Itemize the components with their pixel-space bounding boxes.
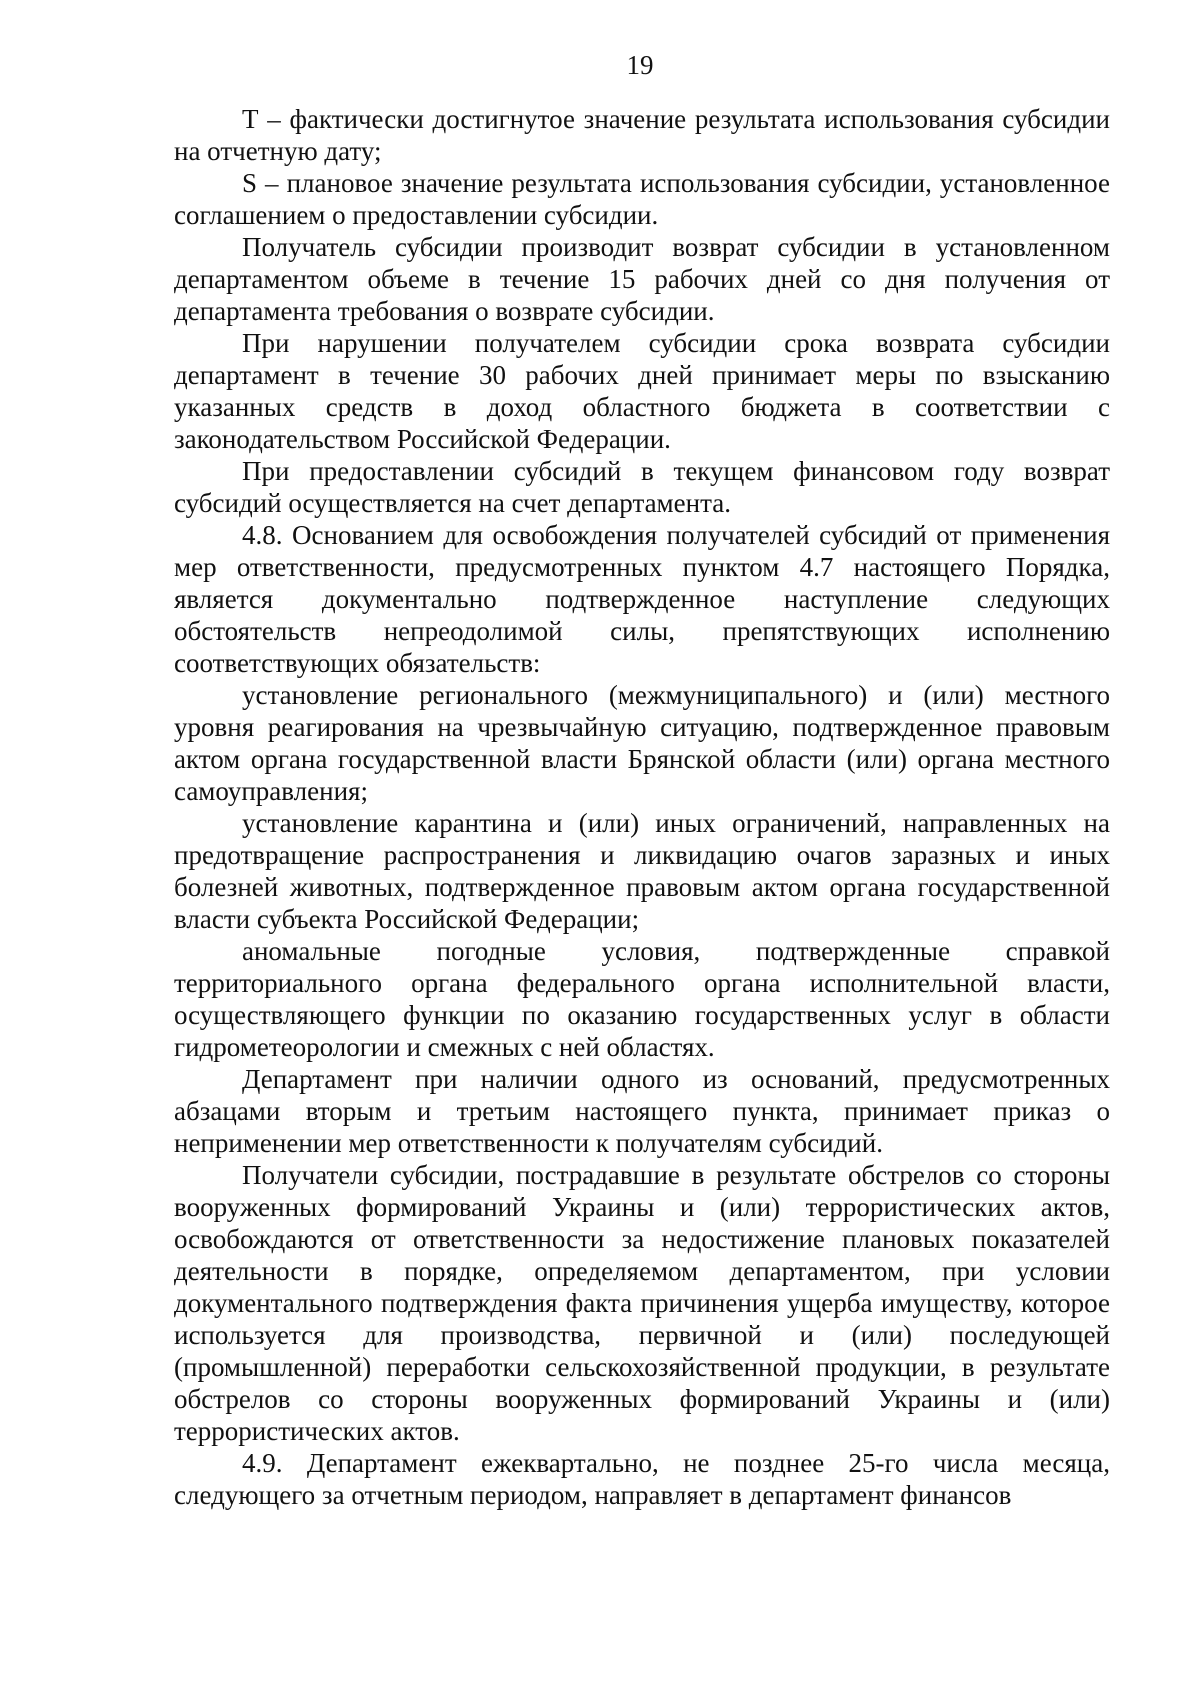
paragraph-t-definition: Т – фактически достигнутое значение результата использования субсидии на отчетную дату; bbox=[174, 104, 1110, 166]
paragraph-department-order: Департамент при наличии одного из оснований, предусмотренных абзацами вторым и третьим настоящего пункта, принимает приказ о неприменении мер ответственности к получателям субсидий. bbox=[174, 1064, 1110, 1158]
paragraph-refund-deadline: Получатель субсидии производит возврат субсидии в установленном департаментом объеме в течение 15 рабочих дней со дня получения от департамента требования о возврате субсидии. bbox=[174, 232, 1110, 326]
body-text bbox=[174, 103, 1110, 1511]
paragraph-refund-violation: При нарушении получателем субсидии срока возврата субсидии департамент в течение 30 рабочих дней принимает меры по взысканию указанных средств в доход областного бюджета в соответствии с законодательством Российской Федерации. bbox=[174, 328, 1110, 454]
page-number: 19 bbox=[626, 50, 654, 80]
paragraph-refund-account: При предоставлении субсидий в текущем финансовом году возврат субсидий осуществляется на счет департамента. bbox=[174, 456, 1110, 518]
paragraph-weather: аномальные погодные условия, подтвержденные справкой территориального органа федерального органа исполнительной власти, осуществляющего функции по оказанию государственных услуг в области гидрометеорологии и смежных с ней областях. bbox=[174, 936, 1110, 1062]
paragraph-shelling: Получатели субсидии, пострадавшие в результате обстрелов со стороны вооруженных формирований Украины и (или) террористических актов, освобождаются от ответственности за недостижение плановых показателей деятельности в порядке, определяемом департаментом, при условии документального подтверждения факта причинения ущерба имуществу, которое используется для производства, первичной и (или) последующей (промышленной) переработки сельскохозяйственной продукции, в результате обстрелов со стороны вооруженных формирований Украины и (или) террористических актов. bbox=[174, 1160, 1110, 1446]
paragraph-4-8: 4.8. Основанием для освобождения получателей субсидий от применения мер ответственности, предусмотренных пунктом 4.7 настоящего Порядка, является документально подтвержденное наступление следующих обстоятельств непреодолимой силы, препятствующих исполнению соответствующих обязательств: bbox=[174, 520, 1110, 678]
paragraph-quarantine: установление карантина и (или) иных ограничений, направленных на предотвращение распространения и ликвидацию очагов заразных и иных болезней животных, подтвержденное правовым актом органа государственной власти субъекта Российской Федерации; bbox=[174, 808, 1110, 934]
paragraph-4-9: 4.9. Департамент ежеквартально, не позднее 25-го числа месяца, следующего за отчетным периодом, направляет в департамент финансов bbox=[174, 1448, 1110, 1510]
paragraph-s-definition: S – плановое значение результата использования субсидии, установленное соглашением о предоставлении субсидии. bbox=[174, 168, 1110, 230]
paragraph-emergency: установление регионального (межмуниципального) и (или) местного уровня реагирования на чрезвычайную ситуацию, подтвержденное правовым актом органа государственной власти Брянской области (или) органа местного самоуправления; bbox=[174, 680, 1110, 806]
